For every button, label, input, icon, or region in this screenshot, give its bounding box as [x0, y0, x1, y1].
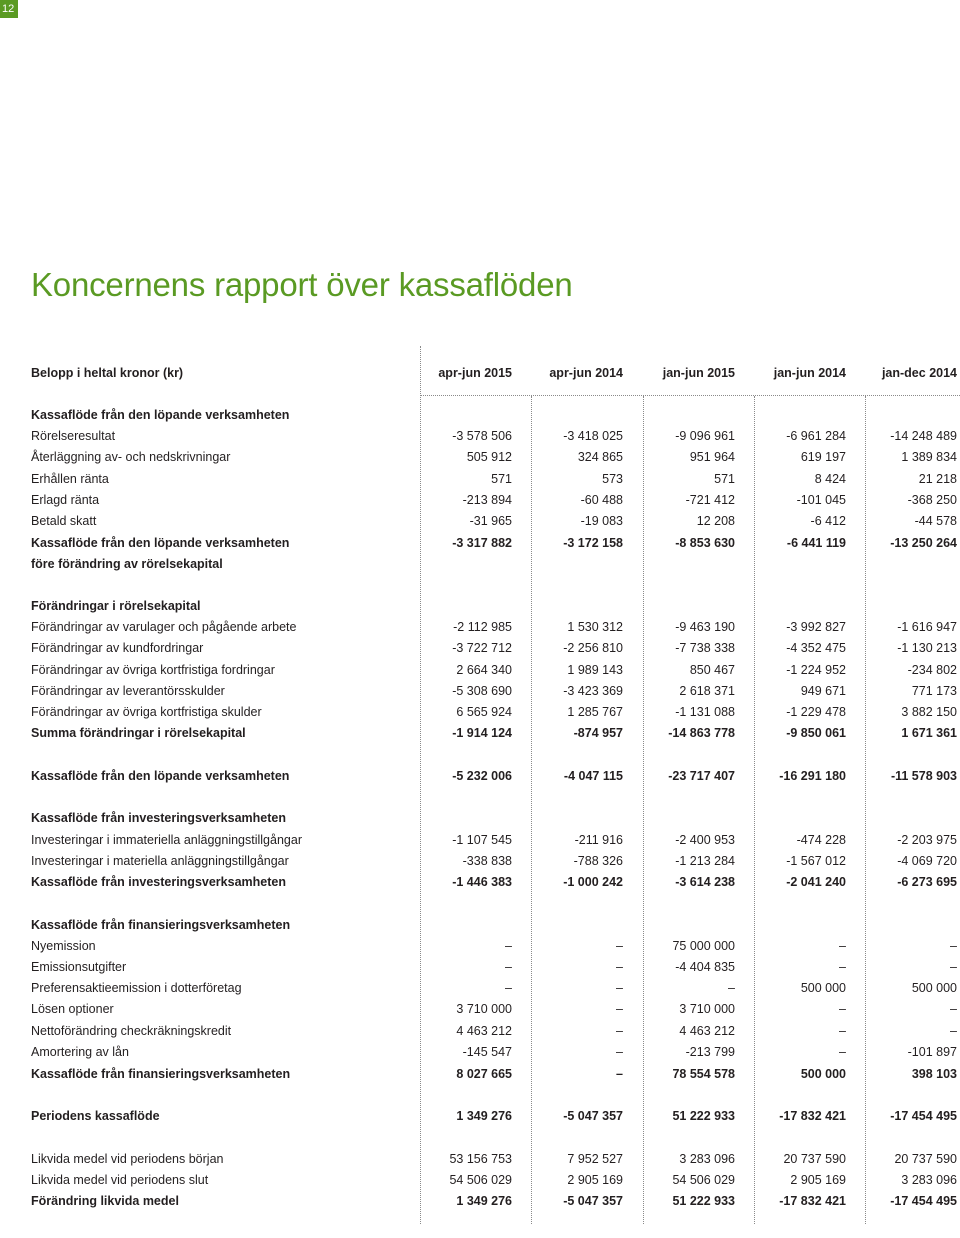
row-value: – — [728, 981, 735, 995]
row-value: -1 224 952 — [786, 663, 846, 677]
row-value: – — [616, 960, 623, 974]
row-value: 2 618 371 — [679, 684, 735, 698]
subtotal-label: Periodens kassaflöde — [31, 1109, 160, 1123]
row-value: – — [616, 939, 623, 953]
row-value: 75 000 000 — [672, 939, 735, 953]
row-value: – — [505, 981, 512, 995]
row-value: -31 965 — [469, 514, 512, 528]
row-value: 1 389 834 — [901, 450, 957, 464]
row-value: – — [950, 1002, 957, 1016]
row-value: -721 412 — [685, 493, 735, 507]
subtotal-value: -4 047 115 — [563, 769, 623, 783]
row-value: -3 992 827 — [786, 620, 846, 634]
row-label: Erlagd ränta — [31, 493, 100, 507]
row-label: Amortering av lån — [31, 1045, 129, 1059]
subtotal-label: före förändring av rörelsekapital — [31, 557, 223, 571]
row-value: 3 882 150 — [901, 705, 957, 719]
row-value: 2 905 169 — [567, 1173, 623, 1187]
page-title: Koncernens rapport över kassaflöden — [31, 266, 573, 303]
row-value: – — [839, 960, 846, 974]
row-value: -101 045 — [796, 493, 846, 507]
subtotal-value: -16 291 180 — [779, 769, 846, 783]
row-value: -44 578 — [914, 514, 957, 528]
subtotal-value: – — [616, 1067, 623, 1081]
row-value: -4 352 475 — [786, 641, 846, 655]
row-value: 500 000 — [800, 981, 846, 995]
column-header: apr-jun 2014 — [549, 366, 623, 380]
row-label: Förändringar av varulager och pågående arbete — [31, 620, 297, 634]
row-value: -2 112 985 — [453, 620, 512, 634]
subtotal-label: Kassaflöde från den löpande verksamheten — [31, 769, 290, 783]
row-value: – — [950, 960, 957, 974]
subtotal-value: -5 232 006 — [452, 769, 512, 783]
subtotal-value: -874 957 — [573, 726, 623, 740]
row-value: -2 256 810 — [563, 641, 623, 655]
subtotal-value: -14 863 778 — [668, 726, 735, 740]
row-value: 20 737 590 — [894, 1152, 957, 1166]
row-value: – — [505, 960, 512, 974]
row-value: 53 156 753 — [449, 1152, 512, 1166]
row-value: – — [839, 1045, 846, 1059]
row-value: – — [950, 1024, 957, 1038]
row-value: -1 567 012 — [786, 854, 846, 868]
row-value: -211 916 — [574, 833, 623, 847]
row-value: – — [616, 1024, 623, 1038]
subtotal-value: 8 027 665 — [456, 1067, 512, 1081]
section-heading: Kassaflöde från den löpande verksamheten — [31, 408, 290, 422]
row-value: -6 961 284 — [786, 429, 846, 443]
row-label: Likvida medel vid periodens slut — [31, 1173, 209, 1187]
row-value: 850 467 — [689, 663, 735, 677]
row-value: -101 897 — [907, 1045, 957, 1059]
row-value: -213 894 — [462, 493, 512, 507]
subtotal-value: -17 454 495 — [890, 1194, 957, 1208]
subtotal-value: -1 914 124 — [452, 726, 512, 740]
row-value: 3 283 096 — [901, 1173, 957, 1187]
row-label: Emissionsutgifter — [31, 960, 127, 974]
subtotal-value: -3 614 238 — [675, 875, 735, 889]
row-value: -19 083 — [580, 514, 623, 528]
subtotal-value: -3 172 158 — [563, 536, 623, 550]
subtotal-value: -2 041 240 — [786, 875, 846, 889]
row-label: Investeringar i materiella anläggningstillgångar — [31, 854, 289, 868]
subtotal-value: -1 446 383 — [452, 875, 512, 889]
row-value: -2 400 953 — [675, 833, 735, 847]
row-value: -2 203 975 — [897, 833, 957, 847]
subtotal-label: Kassaflöde från investeringsverksamheten — [31, 875, 286, 889]
subtotal-value: 78 554 578 — [672, 1067, 735, 1081]
row-value: 505 912 — [466, 450, 512, 464]
subtotal-value: 51 222 933 — [672, 1194, 735, 1208]
subtotal-value: -8 853 630 — [675, 536, 735, 550]
row-value: 3 710 000 — [679, 1002, 735, 1016]
row-label: Erhållen ränta — [31, 472, 109, 486]
row-value: -1 213 284 — [675, 854, 735, 868]
column-header: jan-dec 2014 — [881, 366, 957, 380]
row-value: -60 488 — [580, 493, 623, 507]
row-value: – — [839, 1002, 846, 1016]
row-value: 571 — [714, 472, 735, 486]
row-value: -338 838 — [462, 854, 512, 868]
row-value: -213 799 — [685, 1045, 735, 1059]
row-value: 7 952 527 — [567, 1152, 623, 1166]
row-value: 20 737 590 — [783, 1152, 846, 1166]
subtotal-value: -23 717 407 — [668, 769, 735, 783]
row-value: 500 000 — [911, 981, 957, 995]
row-value: -3 423 369 — [563, 684, 623, 698]
row-label: Investeringar i immateriella anläggningstillgångar — [31, 833, 302, 847]
subtotal-value: -11 578 903 — [890, 769, 957, 783]
column-header: jan-jun 2014 — [773, 366, 846, 380]
row-label: Rörelseresultat — [31, 429, 116, 443]
row-value: -368 250 — [907, 493, 957, 507]
subtotal-label: Summa förändringar i rörelsekapital — [31, 726, 246, 740]
row-value: 8 424 — [814, 472, 846, 486]
row-value: -5 308 690 — [452, 684, 512, 698]
row-value: – — [616, 1045, 623, 1059]
row-label: Nettoförändring checkräkningskredit — [31, 1024, 232, 1038]
subtotal-value: 51 222 933 — [672, 1109, 735, 1123]
row-value: 949 671 — [800, 684, 846, 698]
row-value: -7 738 338 — [675, 641, 735, 655]
row-value: -9 096 961 — [675, 429, 735, 443]
row-value: 951 964 — [689, 450, 735, 464]
row-value: -234 802 — [907, 663, 957, 677]
row-value: 1 285 767 — [567, 705, 623, 719]
row-value: 1 530 312 — [567, 620, 623, 634]
row-value: -3 418 025 — [563, 429, 623, 443]
row-value: – — [950, 939, 957, 953]
subtotal-value: -5 047 357 — [563, 1194, 623, 1208]
row-value: 619 197 — [800, 450, 846, 464]
row-value: -1 229 478 — [786, 705, 846, 719]
row-value: 1 989 143 — [567, 663, 623, 677]
row-value: -4 404 835 — [675, 960, 735, 974]
row-value: 21 218 — [918, 472, 957, 486]
row-label: Förändringar av övriga kortfristiga skulder — [31, 705, 262, 719]
column-header: jan-jun 2015 — [662, 366, 735, 380]
subtotal-value: -3 317 882 — [452, 536, 512, 550]
row-label: Förändringar av övriga kortfristiga fordringar — [31, 663, 275, 677]
row-value: 54 506 029 — [672, 1173, 735, 1187]
page-number-badge: 12 — [0, 0, 18, 18]
row-value: 324 865 — [577, 450, 623, 464]
row-value: -4 069 720 — [897, 854, 957, 868]
row-value: 2 664 340 — [456, 663, 512, 677]
column-header: apr-jun 2015 — [438, 366, 512, 380]
row-value: -14 248 489 — [890, 429, 957, 443]
row-label: Nyemission — [31, 939, 96, 953]
subtotal-value: -17 832 421 — [779, 1109, 846, 1123]
row-value: 771 173 — [911, 684, 957, 698]
row-value: 573 — [602, 472, 623, 486]
row-label: Förändringar av kundfordringar — [31, 641, 204, 655]
row-value: -1 616 947 — [897, 620, 957, 634]
row-value: – — [839, 939, 846, 953]
row-label: Betald skatt — [31, 514, 97, 528]
row-value: – — [505, 939, 512, 953]
subtotal-value: -13 250 264 — [890, 536, 957, 550]
row-value: -9 463 190 — [675, 620, 735, 634]
header-separator — [420, 395, 960, 396]
row-value: -1 131 088 — [675, 705, 735, 719]
subtotal-value: -17 454 495 — [890, 1109, 957, 1123]
row-value: -6 412 — [810, 514, 846, 528]
row-value: 12 208 — [696, 514, 735, 528]
subtotal-value: -9 850 061 — [786, 726, 846, 740]
row-value: -474 228 — [796, 833, 846, 847]
subtotal-label: Kassaflöde från den löpande verksamheten — [31, 536, 290, 550]
subtotal-value: -17 832 421 — [779, 1194, 846, 1208]
subtotal-label: Förändring likvida medel — [31, 1194, 179, 1208]
subtotal-value: 1 349 276 — [456, 1194, 512, 1208]
row-value: 4 463 212 — [679, 1024, 735, 1038]
subtotal-value: -6 273 695 — [897, 875, 957, 889]
row-value: 571 — [491, 472, 512, 486]
section-heading: Kassaflöde från investeringsverksamheten — [31, 811, 286, 825]
row-label: Preferensaktieemission i dotterföretag — [31, 981, 242, 995]
row-label: Återläggning av- och nedskrivningar — [31, 450, 231, 464]
row-value: -1 107 545 — [452, 833, 512, 847]
row-value: -3 722 712 — [452, 641, 512, 655]
row-value: – — [839, 1024, 846, 1038]
section-heading: Kassaflöde från finansieringsverksamheten — [31, 918, 291, 932]
subtotal-value: -6 441 119 — [786, 536, 846, 550]
subtotal-value: 1 671 361 — [901, 726, 957, 740]
section-heading: Förändringar i rörelsekapital — [31, 599, 201, 613]
row-value: – — [616, 981, 623, 995]
row-value: 3 283 096 — [679, 1152, 735, 1166]
row-value: 2 905 169 — [790, 1173, 846, 1187]
row-value: 4 463 212 — [456, 1024, 512, 1038]
row-label: Förändringar av leverantörsskulder — [31, 684, 225, 698]
subtotal-label: Kassaflöde från finansieringsverksamheten — [31, 1067, 291, 1081]
subtotal-value: -5 047 357 — [563, 1109, 623, 1123]
row-value: – — [616, 1002, 623, 1016]
row-value: -145 547 — [462, 1045, 512, 1059]
row-label: Likvida medel vid periodens början — [31, 1152, 224, 1166]
row-value: -3 578 506 — [452, 429, 512, 443]
row-value: 6 565 924 — [456, 705, 512, 719]
row-label: Lösen optioner — [31, 1002, 114, 1016]
column-header-label: Belopp i heltal kronor (kr) — [31, 366, 184, 380]
subtotal-value: -1 000 242 — [563, 875, 623, 889]
row-value: 3 710 000 — [456, 1002, 512, 1016]
row-value: -788 326 — [573, 854, 623, 868]
subtotal-value: 500 000 — [800, 1067, 846, 1081]
row-value: 54 506 029 — [449, 1173, 512, 1187]
row-value: -1 130 213 — [897, 641, 957, 655]
subtotal-value: 1 349 276 — [456, 1109, 512, 1123]
subtotal-value: 398 103 — [911, 1067, 957, 1081]
